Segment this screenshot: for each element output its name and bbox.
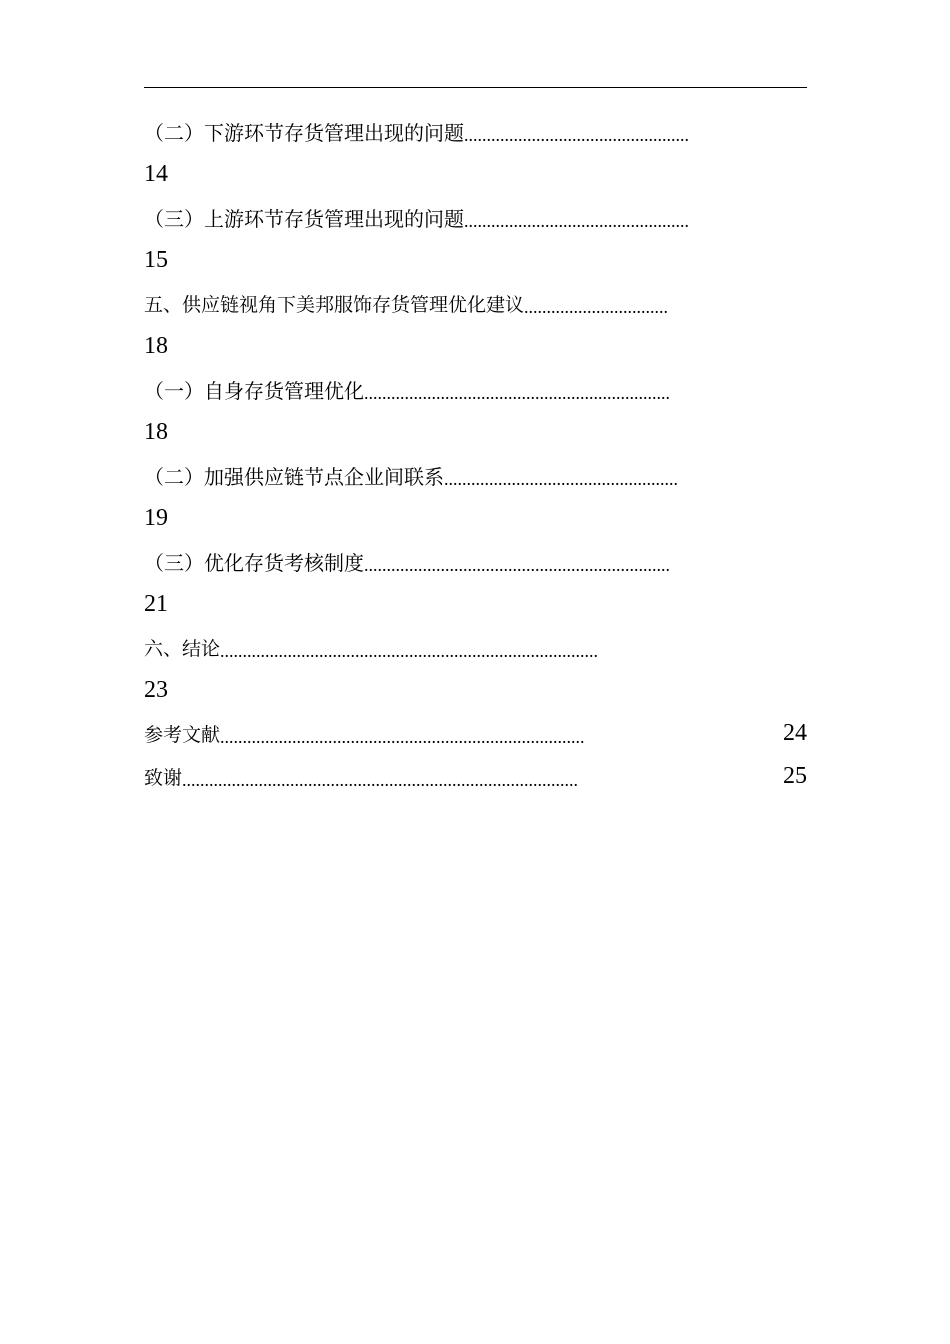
toc-page-number: 21 [144,591,168,617]
toc-leader-dots: .................................................................... [364,382,670,402]
toc-entry-title: （二）下游环节存货管理出现的问题 [144,121,464,145]
toc-entry[interactable] [144,454,807,497]
toc-entry[interactable] [144,368,807,411]
toc-entry-title: （三）上游环节存货管理出现的问题 [144,207,464,231]
table-of-contents [144,110,807,798]
toc-page-number: 25 [783,763,807,789]
toc-entry-title: 致谢 [144,767,183,789]
toc-leader-dots: ........................................................................................ [182,769,579,789]
toc-leader-dots: .................................................................... [364,554,670,574]
toc-entry-title: （三）优化存货考核制度 [144,551,364,575]
toc-page-number: 24 [783,720,807,746]
toc-page-number: 14 [144,161,168,187]
toc-entry[interactable] [144,712,807,755]
toc-leader-dots: .................................................. [464,124,689,144]
toc-entry-title: 五、供应链视角下美邦服饰存货管理优化建议 [144,294,525,316]
toc-entry-title: 参考文献 [144,724,221,746]
toc-entry-title: （一）自身存货管理优化 [144,379,364,403]
toc-page-number: 23 [144,677,168,703]
toc-page-number: 18 [144,333,168,359]
toc-entry[interactable] [144,626,807,669]
toc-leader-dots: .................................................. [464,210,689,230]
header-rule [144,87,807,88]
toc-entry[interactable] [144,755,807,798]
toc-entry[interactable] [144,110,807,153]
toc-entry[interactable] [144,540,807,583]
toc-entry[interactable] [144,196,807,239]
toc-page-number: 15 [144,247,168,273]
toc-leader-dots: .................................................... [444,468,678,488]
toc-leader-dots: .................................................................................... [220,640,599,660]
toc-entry-title: 六、结论 [144,638,221,660]
toc-entry-title: （二）加强供应链节点企业间联系 [144,465,444,489]
toc-leader-dots: ................................ [524,296,669,316]
toc-page-number: 19 [144,505,168,531]
toc-entry[interactable] [144,282,807,325]
toc-leader-dots: ................................................................................. [220,726,585,746]
toc-page-number: 18 [144,419,168,445]
